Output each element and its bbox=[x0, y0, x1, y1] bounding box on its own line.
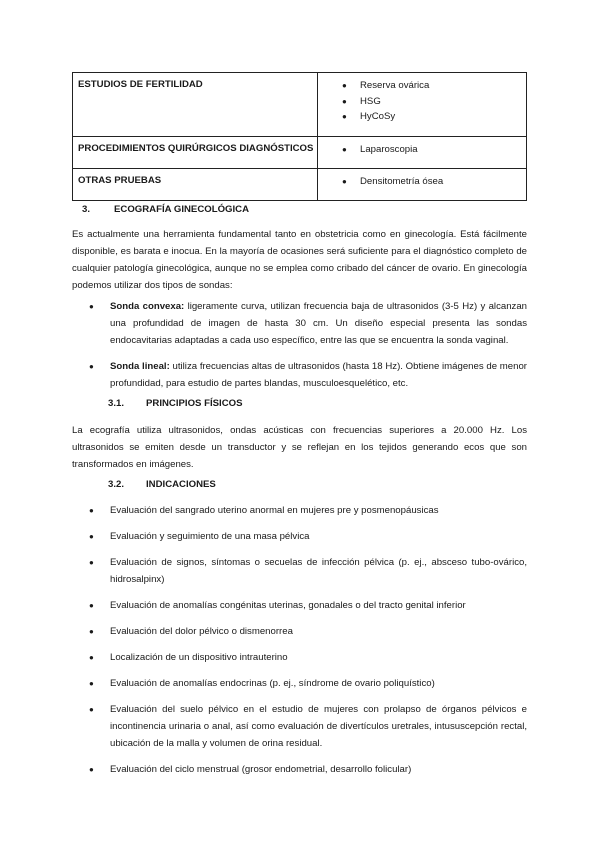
table-row bbox=[73, 73, 527, 137]
table-row-items bbox=[318, 73, 527, 137]
list-item: ● Evaluación del suelo pélvico en el estudio de mujeres con prolapso de órganos pélvicos e incontinencia urinaria o anal, así como evaluación de divertículos uretrales, intususcepción rectal, ubicación de la malla y volumen de orina residual. bbox=[72, 701, 527, 752]
list-item: ● Localización de un dispositivo intrauterino bbox=[72, 649, 527, 666]
list-item: ● Densitometría ósea bbox=[342, 174, 526, 190]
table-row-label: ESTUDIOS DE FERTILIDAD bbox=[73, 73, 318, 137]
tests-table bbox=[72, 72, 527, 201]
list-item: ● Evaluación de anomalías endocrinas (p. ej., síndrome de ovario poliquístico) bbox=[72, 675, 527, 692]
subsection-heading bbox=[108, 479, 216, 490]
section-heading bbox=[82, 204, 249, 215]
intro-paragraph: Es actualmente una herramienta fundamental tanto en obstetricia como en ginecología. Está fácilmente disponible, es barata e inocua. En la mayoría de ocasiones será suficiente para el diagnóstico completo de cualquier patología ginecológica, aunque no se emplea como cribado del cáncer de ovario. En ginecología podemos utilizar dos tipos de sondas: bbox=[72, 229, 527, 291]
table-row bbox=[73, 169, 527, 201]
list-item: ● Evaluación del ciclo menstrual (grosor endometrial, desarrollo folicular) bbox=[72, 761, 527, 778]
list-item bbox=[72, 298, 527, 349]
section-number: 3. bbox=[82, 204, 91, 215]
table-row bbox=[73, 137, 527, 169]
list-item: ● Evaluación del dolor pélvico o dismenorrea bbox=[72, 623, 527, 640]
indications-list bbox=[72, 502, 527, 787]
subsection-number: 3.2. bbox=[108, 479, 125, 490]
probe-term: Sonda convexa: bbox=[110, 301, 185, 312]
subsection-number: 3.1. bbox=[108, 398, 125, 409]
table-row-items bbox=[318, 169, 527, 201]
physics-paragraph: La ecografía utiliza ultrasonidos, ondas acústicas con frecuencias superiores a 20.000 Hz. Los ultrasonidos se emiten desde un transductor y se reflejan en los tejidos generando ecos que son transformados en imágenes. bbox=[72, 425, 527, 470]
subsection-title: INDICACIONES bbox=[146, 479, 216, 490]
list-item: ● Evaluación del sangrado uterino anormal en mujeres pre y posmenopáusicas bbox=[72, 502, 527, 519]
probe-text: utiliza frecuencias altas de ultrasonidos (hasta 18 Hz). Obtiene imágenes de menor profundidad, para estudio de partes blandas, musculoesquelético, etc. bbox=[110, 361, 527, 389]
subsection-title: PRINCIPIOS FÍSICOS bbox=[146, 398, 243, 409]
list-item: ● HSG bbox=[342, 94, 526, 110]
list-item: ● Evaluación de anomalías congénitas uterinas, gonadales o del tracto genital inferior bbox=[72, 597, 527, 614]
subsection-heading bbox=[108, 398, 243, 409]
list-item: ● Laparoscopia bbox=[342, 142, 526, 158]
probe-list bbox=[72, 298, 527, 401]
probe-text: ligeramente curva, utilizan frecuencia baja de ultrasonidos (3-5 Hz) y alcanzan una profundidad de imagen de hasta 30 cm. Un diseño especial presenta las sondas endocavitarias adaptadas a cada uso específico, entre las que se encuentra la sonda vaginal. bbox=[110, 301, 528, 346]
list-item: ● Evaluación y seguimiento de una masa pélvica bbox=[72, 528, 527, 545]
table-row-label: OTRAS PRUEBAS bbox=[73, 169, 318, 201]
table-row-items bbox=[318, 137, 527, 169]
list-item: ● Evaluación de signos, síntomas o secuelas de infección pélvica (p. ej., absceso tubo-ovárico, hidrosalpinx) bbox=[72, 554, 527, 588]
table-row-label: PROCEDIMIENTOS QUIRÚRGICOS DIAGNÓSTICOS bbox=[73, 137, 318, 169]
probe-term: Sonda lineal: bbox=[110, 361, 170, 372]
list-item: ● HyCoSy bbox=[342, 109, 526, 125]
list-item bbox=[72, 358, 527, 392]
section-title: ECOGRAFÍA GINECOLÓGICA bbox=[114, 204, 250, 215]
list-item: ● Reserva ovárica bbox=[342, 78, 526, 94]
